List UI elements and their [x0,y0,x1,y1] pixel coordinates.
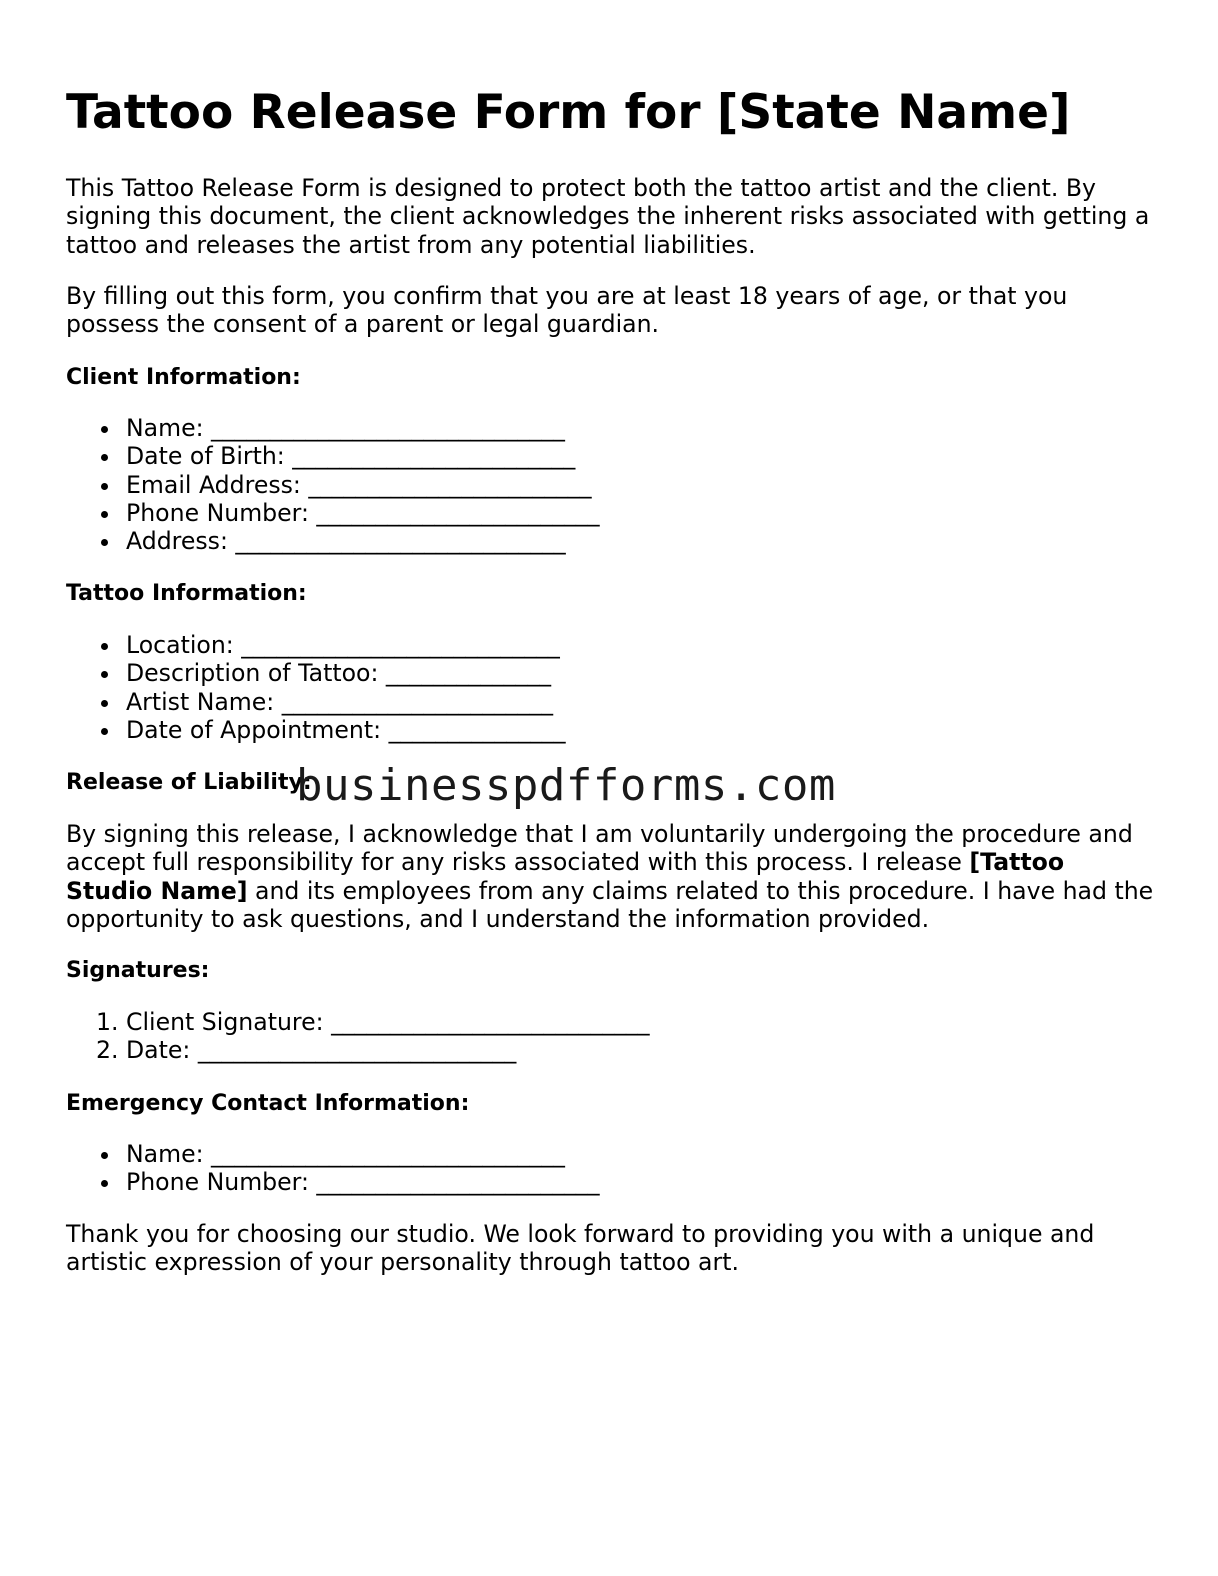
release-heading: Release of Liability: [66,770,312,795]
tattoo-description-field: Description of Tattoo: ______________ [66,659,566,687]
signature-number: 1. [96,1008,119,1036]
emergency-heading: Emergency Contact Information: [66,1091,470,1116]
release-text-before: By signing this release, I acknowledge that I am voluntarily undergoing the procedure and accept full responsibility for any risks associated with this process. I release [66,820,1133,877]
watermark: businesspdfforms.com [296,760,836,811]
age-paragraph: By filling out this form, you confirm that you are at least 18 years of age, or that you possess the consent of a parent or legal guardian. [66,282,1068,339]
signatures-heading: Signatures: [66,958,210,983]
signatures-list [66,1008,650,1065]
client-name-field: Name: ______________________________ [66,414,600,442]
tattoo-location-field: Location: ___________________________ [66,631,566,659]
appointment-date-field: Date of Appointment: _______________ [66,716,566,744]
client-phone-field: Phone Number: ________________________ [66,499,600,527]
date-number: 2. [96,1036,119,1065]
client-info-list [66,414,600,555]
release-text-after: and its employees from any claims related to this procedure. I have had the opportunity to ask questions, and I understand the information provided. [66,876,1154,934]
tattoo-info-heading: Tattoo Information: [66,581,307,606]
tattoo-info-list [66,631,566,744]
client-signature-field [66,1008,650,1036]
signature-text: Client Signature: ___________________________ [126,1008,650,1036]
signature-date-field [66,1036,650,1064]
client-dob-field: Date of Birth: ________________________ [66,442,600,470]
client-email-field: Email Address: ________________________ [66,471,600,499]
client-address-field: Address: ____________________________ [66,527,600,555]
closing-paragraph: Thank you for choosing our studio. We look forward to providing you with a unique and artistic expression of your personality through tattoo art. [66,1220,1095,1277]
release-paragraph [66,820,1156,934]
page-title: Tattoo Release Form for [State Name] [66,85,1071,140]
emergency-phone-field: Phone Number: ________________________ [66,1168,600,1196]
studio-name: [Tattoo Studio Name] [66,848,1065,905]
intro-paragraph: This Tattoo Release Form is designed to protect both the tattoo artist and the client. By signing this document, the client acknowledges the inherent risks associated with getting a tattoo and releases the artist from any potential liabilities. [66,174,1150,259]
client-info-heading: Client Information: [66,365,301,390]
artist-name-field: Artist Name: _______________________ [66,688,566,716]
emergency-name-field: Name: ______________________________ [66,1140,600,1168]
emergency-list [66,1140,600,1197]
date-text: Date: ___________________________ [126,1036,517,1065]
